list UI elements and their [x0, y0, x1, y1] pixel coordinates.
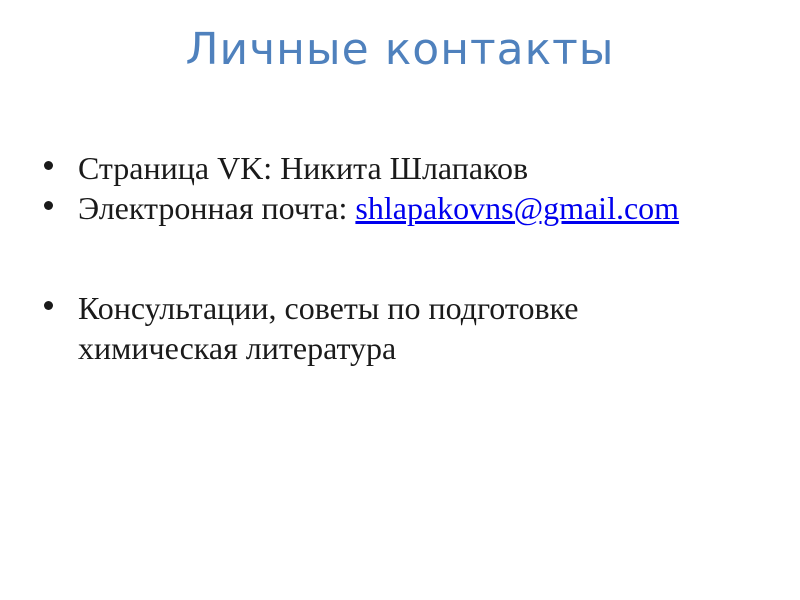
bullet-list — [44, 148, 764, 368]
vk-page-text: Страница VK: Никита Шлапаков — [78, 150, 529, 186]
consultations-line-1: Консультации, советы по подготовке — [78, 290, 579, 326]
bullet-consultations — [44, 288, 764, 368]
bullet-email — [44, 188, 764, 228]
bullet-dot-icon — [44, 161, 53, 170]
email-link[interactable]: shlapakovns@gmail.com — [355, 190, 680, 226]
bullet-dot-icon — [44, 201, 53, 210]
bullet-vk-page — [44, 148, 764, 188]
consultations-line-2: химическая литература — [78, 330, 397, 366]
email-label: Электронная почта: — [78, 190, 356, 226]
bullet-dot-icon — [44, 301, 53, 310]
slide-title: Личные контакты — [185, 24, 615, 75]
